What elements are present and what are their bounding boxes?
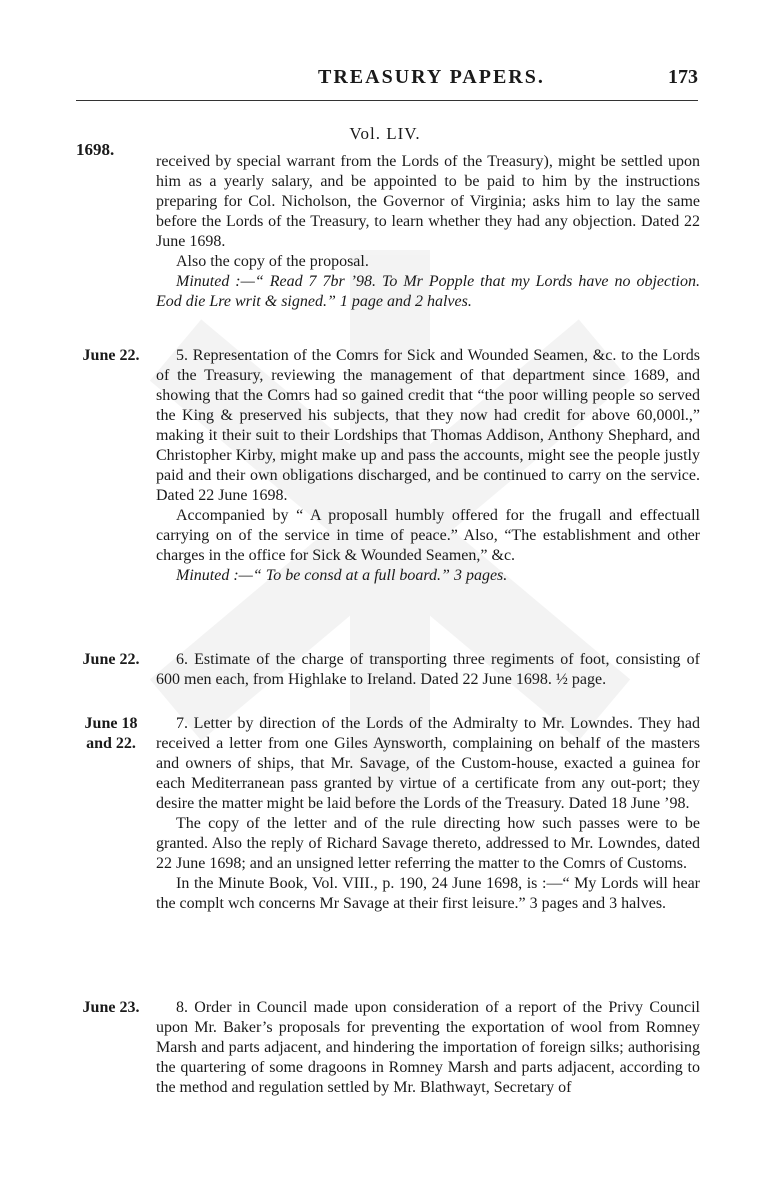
page-number: 173 xyxy=(668,66,698,88)
paragraph: received by special warrant from the Lords of the Treasury), might be settled upon him as a yearly salary, and be appointed to be paid to him by the instructions preparing for Col. Nicholson, the Governor of Virginia; asks him to lay the same before the Lords of the Treasury, to learn whether they had any objection. Dated 22 June 1698. xyxy=(156,153,700,250)
header-rule xyxy=(76,100,698,101)
page-header xyxy=(0,66,770,96)
margin-date: June 22. xyxy=(82,347,140,364)
paragraph: 5. Representation of the Comrs for Sick and Wounded Seamen, &c. to the Lords of the Treasury, reviewing the management of that department since 1689, and showing that the Comrs had so gained credit that “the poor willing people so served the King & preserved his subjects, that they now had credit for above 60,000l.,” making it their suit to their Lordships that Thomas Addison, Anthony Shephard, and Christopher Kirby, might make up and pass the accounts, might see the people justly paid and their own obligations discharged, and be continued to carry on the service. Dated 22 June 1698. xyxy=(156,347,700,504)
entry-body xyxy=(156,152,700,312)
margin-date: June 23. xyxy=(82,999,140,1016)
paragraph: The copy of the letter and of the rule directing how such passes were to be granted. Also the reply of Richard Savage thereto, addressed to Mr. Lowndes, dated 22 June 1698; and an unsigned letter referring the matter to the Comrs of Customs. xyxy=(156,815,700,872)
margin-year: 1698. xyxy=(76,140,115,159)
paragraph: Also the copy of the proposal. xyxy=(176,253,369,270)
running-title: TREASURY PAPERS. xyxy=(318,66,545,88)
entry-body xyxy=(156,998,700,1098)
margin-date: June 22. xyxy=(82,651,140,668)
paragraph: In the Minute Book, Vol. VIII., p. 190, 24 June 1698, is :—“ My Lords will hear the complt wch concerns Mr Savage at their first leisure.” 3 pages and 3 halves. xyxy=(156,875,700,912)
paragraph: Accompanied by “ A proposall humbly offered for the frugall and effectuall carrying on of the service in time of peace.” Also, “The establishment and other charges in the office for Sick & Wounded Seamen,” &c. xyxy=(156,507,700,564)
paragraph: 6. Estimate of the charge of transporting three regiments of foot, consisting of 600 men each, from Highlake to Ireland. Dated 22 June 1698. ½ page. xyxy=(156,651,700,688)
volume-heading: Vol. LIV. xyxy=(349,124,421,143)
paragraph: 8. Order in Council made upon consideration of a report of the Privy Council upon Mr. Baker’s proposals for preventing the exportation of wool from Romney Marsh and parts adjacent, and hindering the importation of foreign silks; authorising the quartering of some dragoons in Romney Marsh and parts adjacent, according to the method and regulation settled by Mr. Blathwayt, Secretary of xyxy=(156,999,700,1096)
minute-paragraph: Minuted :—“ To be consd at a full board.” 3 pages. xyxy=(176,567,508,584)
minute-paragraph: Minuted :—“ Read 7 7br ’98. To Mr Popple that my Lords have no objection. Eod die Lre writ & signed.” 1 page and 2 halves. xyxy=(156,273,700,310)
entry-body xyxy=(156,650,700,690)
entry-body xyxy=(156,714,700,914)
paragraph: 7. Letter by direction of the Lords of the Admiralty to Mr. Lowndes. They had received a letter from one Giles Aynsworth, complaining on behalf of the masters and owners of ships, that Mr. Savage, of the Custom-house, exacted a guinea for each Mediterranean pass granted by virtue of a certificate from any out-port; they desire the matter might be laid before the Lords of the Treasury. Dated 18 June ’98. xyxy=(156,715,700,812)
entry-body xyxy=(156,346,700,586)
margin-date: June 18 and 22. xyxy=(84,715,138,752)
